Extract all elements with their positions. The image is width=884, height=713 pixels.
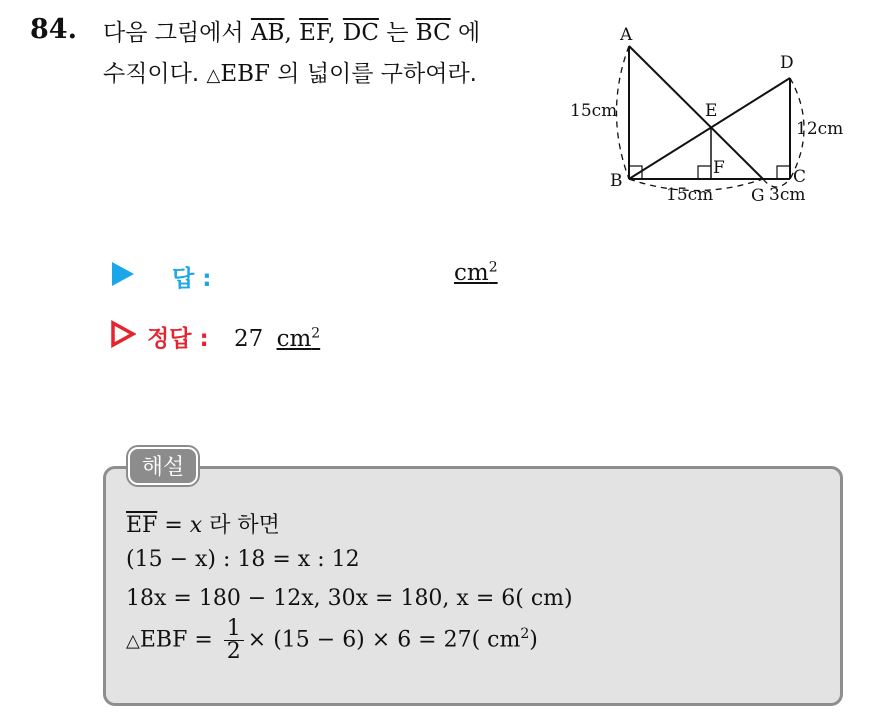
segment-ef: $\overline{EF}$ (299, 20, 329, 46)
correct-unit: $cm^2$ (276, 325, 321, 352)
length-bg: 15cm (666, 185, 714, 205)
geometry-figure (560, 20, 870, 210)
explanation-line-1: $\overline{EF} = x$ 라 하면 (126, 513, 280, 538)
dimension-arc-ab (617, 46, 630, 179)
answer-label-text: 답 : (172, 266, 212, 292)
variable-x: x (189, 513, 203, 538)
segment-ef: $\overline{EF}$ (126, 513, 158, 538)
label-g: G (751, 186, 765, 206)
triangle-symbol: △ (126, 630, 140, 652)
label-e: E (705, 101, 718, 121)
problem-text: 의 넓이를 구하여라. (270, 61, 477, 87)
explanation-tab: 해설 (128, 447, 198, 485)
problem-text: 수직이다. (103, 61, 207, 87)
problem-text: 는 (378, 20, 416, 46)
answer-unit (454, 260, 498, 286)
correct-label: 정답 : (147, 326, 209, 352)
correct-play-outline-icon (110, 320, 136, 348)
segment-bc: $\overline{BC}$ (415, 20, 451, 46)
label-c: C (793, 167, 807, 187)
problem-line-2 (103, 55, 477, 88)
triangle-name: EBF (220, 61, 270, 87)
answer-play-icon (112, 262, 134, 286)
segment-bd-line (629, 78, 790, 179)
explanation-line-4: △EBF = $\frac{1}{2}$ × (15 − 6) × 6 = 27( $cm^2$) (126, 616, 538, 664)
length-gc: 3cm (769, 185, 806, 205)
right-angle-mark (698, 166, 711, 179)
correct-answer-row (147, 320, 320, 353)
separator: , (284, 20, 300, 46)
label-a: A (620, 25, 633, 45)
fraction-one-half: $\frac{1}{2}$ (224, 618, 244, 663)
label-d: D (780, 53, 794, 73)
correct-value: 27 (233, 326, 264, 352)
problem-text: 에 (450, 20, 481, 46)
problem-number: 84. (30, 14, 77, 45)
explanation-line-3: 18x = 180 − 12x, 30x = 180, x = 6( cm) (126, 586, 573, 611)
explanation-line-2: (15 − x) : 18 = x : 12 (126, 547, 360, 572)
answer-label (172, 260, 211, 293)
length-dc: 12cm (796, 119, 844, 139)
length-ab: 15cm (570, 101, 618, 121)
label-b: B (610, 171, 623, 191)
segment-ab: $\overline{AB}$ (250, 20, 285, 46)
segment-ag-line (629, 46, 763, 179)
problem-line-1 (103, 14, 480, 47)
segment-dc: $\overline{DC}$ (342, 20, 379, 46)
problem-text: 다음 그림에서 (103, 20, 251, 46)
label-f: F (713, 158, 725, 178)
separator: , (328, 20, 343, 46)
triangle-symbol: △ (206, 65, 221, 86)
right-angle-mark (777, 166, 790, 179)
answer-unit-text: $cm^2$ (454, 259, 498, 286)
